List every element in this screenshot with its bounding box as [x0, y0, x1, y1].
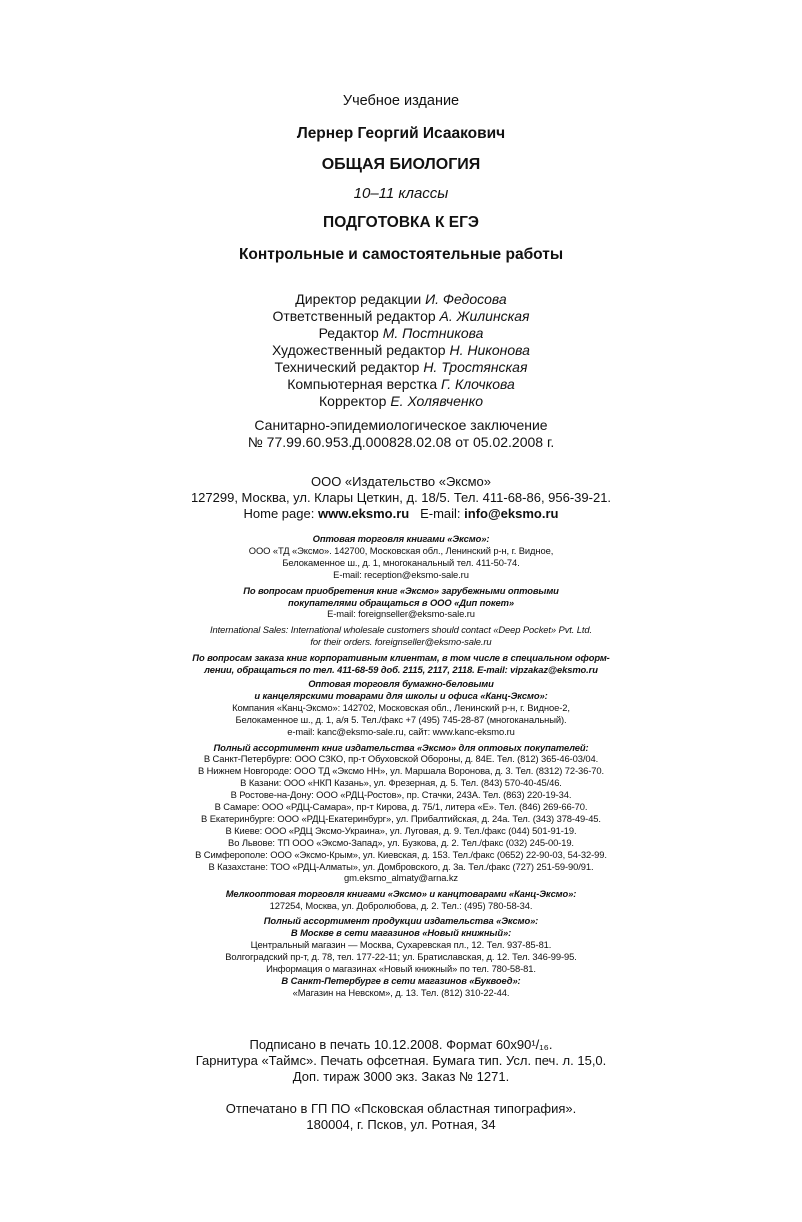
staff-role: Технический редактор [274, 359, 420, 375]
staff-role: Директор редакции [295, 291, 422, 307]
staff-name: М. Постникова [382, 325, 484, 341]
regional-line: В Казахстане: ТОО «РДЦ-Алматы», ул. Домбровского, д. 3а. Тел./факс (727) 251-59-90/91. [208, 860, 594, 872]
staff-role: Корректор [319, 393, 387, 409]
author-name: Лернер Георгий Исаакович [296, 125, 506, 142]
foreign-header: покупателями обращаться в ООО «Дип покет» [288, 596, 514, 608]
stationery-line: Компания «Канц-Эксмо»: 142702, Московская обл., Ленинский р-н, г. Видное-2, [232, 701, 570, 713]
home-label: Home page: [243, 506, 315, 521]
foreign-header: По вопросам приобретения книг «Эксмо» зарубежными оптовыми [243, 584, 559, 596]
stationery-header: Оптовая торговля бумажно-беловыми [308, 677, 494, 689]
staff-role: Редактор [318, 325, 379, 341]
intl-sales-line: for their orders. foreignseller@eksmo-sale.ru [310, 636, 492, 648]
print-info-block [0, 1037, 802, 1085]
regional-line: В Екатеринбурге: ООО «РДЦ-Екатеринбург», ул. Прибалтийская, д. 24а. Тел. (343) 378-49-45. [201, 812, 601, 824]
staff-name: Е. Холявченко [390, 393, 483, 409]
wholesale-header: Оптовая торговля книгами «Эксмо»: [312, 533, 490, 544]
staff-name: Н. Тростянская [423, 359, 528, 375]
staff-name: Н. Никонова [449, 342, 530, 358]
printer-line: Отпечатано в ГП ПО «Псковская областная типография». [225, 1101, 577, 1116]
printer-address: 180004, г. Псков, ул. Ротная, 34 [306, 1117, 496, 1132]
exam-block [0, 213, 802, 232]
intl-sales-line: International Sales: International wholesale customers should contact «Deep Pocket» Pvt. Ltd. [209, 624, 593, 636]
staff-line [0, 342, 802, 359]
email-link[interactable]: info@eksmo.ru [464, 506, 559, 521]
moscow-line: Информация о магазинах «Новый книжный» по тел. 780-58-81. [266, 962, 536, 974]
wholesale-line: ООО «ТД «Эксмо». 142700, Московская обл., Ленинский р-н, г. Видное, [248, 544, 554, 556]
exam-title: ПОДГОТОВКА К ЕГЭ [323, 214, 479, 231]
staff-name: И. Федосова [425, 291, 507, 307]
subject-block [0, 155, 802, 175]
wholesale-line: Белокаменное ш., д. 1, многоканальный тел. 411-50-74. [282, 556, 520, 568]
staff-line [0, 308, 802, 325]
corporate-line: По вопросам заказа книг корпоративным клиентам, в том числе в специальном оформ- [192, 652, 610, 664]
spb-header: В Санкт-Петербурге в сети магазинов «Буквоед»: [281, 974, 521, 986]
retail-line: 127254, Москва, ул. Добролюбова, д. 2. Тел.: (495) 780-58-34. [269, 900, 533, 912]
publisher-web-line [0, 506, 802, 522]
regional-line: В Киеве: ООО «РДЦ Эксмо-Украина», ул. Луговая, д. 9. Тел./факс (044) 501-91-19. [225, 824, 577, 836]
printer-block [0, 1101, 802, 1133]
stationery-line: Белокаменное ш., д. 1, а/я 5. Тел./факс +7 (495) 745-28-87 (многоканальный). [235, 713, 567, 725]
sanitary-block [0, 417, 802, 451]
corporate-line: лении, обращаться по тел. 411-68-59 доб. 2115, 2117, 2118. E-mail: vipzakaz@eksmo.ru [204, 664, 598, 676]
staff-line [0, 393, 802, 410]
publisher-name: ООО «Издательство «Эксмо» [310, 474, 492, 489]
stationery-header: и канцелярскими товарами для школы и офиса «Канц-Эксмо»: [254, 689, 548, 701]
book-subtitle: Контрольные и самостоятельные работы [238, 246, 564, 263]
regional-line: В Ростове-на-Дону: ООО «РДЦ-Ростов», пр. Стачки, 243А. Тел. (863) 220-19-34. [230, 789, 572, 801]
moscow-line: Центральный магазин — Москва, Сухаревская пл., 12. Тел. 937-85-81. [250, 939, 552, 950]
staff-name: Г. Клочкова [441, 376, 515, 392]
staff-role: Компьютерная верстка [287, 376, 438, 392]
regional-header: Полный ассортимент книг издательства «Эксмо» для оптовых покупателей: [213, 741, 589, 753]
foreign-email: E-mail: foreignseller@eksmo-sale.ru [327, 608, 475, 620]
regional-line: В Санкт-Петербурге: ООО СЗКО, пр-т Обуховской Обороны, д. 84Е. Тел. (812) 365-46-03/04. [203, 753, 599, 765]
staff-line [0, 359, 802, 376]
publisher-address: 127299, Москва, ул. Клары Цеткин, д. 18/5. Тел. 411-68-86, 956-39-21. [190, 490, 612, 505]
stationery-line: e-mail: kanc@eksmo-sale.ru, сайт: www.kanc-eksmo.ru [287, 725, 515, 737]
regional-line: В Казани: ООО «НКП Казань», ул. Фрезерная, д. 5. Тел. (843) 570-40-45/46. [240, 777, 562, 789]
moscow-line: Волгоградский пр-т, д. 78, тел. 177-22-11; ул. Братиславская, д. 12. Тел. 346-99-95. [225, 950, 577, 962]
edition-type: Учебное издание [342, 93, 460, 109]
title-block [0, 92, 802, 110]
contacts-block [0, 533, 802, 999]
regional-line: gm.eksmo_almaty@arna.kz [343, 872, 459, 884]
staff-line [0, 376, 802, 393]
print-info-line: Гарнитура «Таймс». Печать офсетная. Бумага тип. Усл. печ. л. 15,0. [195, 1053, 607, 1068]
book-grades: 10–11 классы [353, 185, 449, 202]
staff-role: Ответственный редактор [272, 308, 436, 324]
grades-block [0, 184, 802, 203]
book-subject: ОБЩАЯ БИОЛОГИЯ [321, 156, 481, 173]
retail-header: Мелкооптовая торговля книгами «Эксмо» и канцтоварами «Канц-Эксмо»: [225, 888, 577, 900]
shops-header: Полный ассортимент продукции издательства «Эксмо»: [263, 915, 539, 927]
regional-line: В Нижнем Новгороде: ООО ТД «Эксмо НН», ул. Маршала Воронова, д. 3. Тел. (8312) 72-36-70. [197, 765, 605, 777]
staff-name: А. Жилинская [439, 308, 530, 324]
staff-role: Художественный редактор [272, 342, 446, 358]
email-label: E-mail: [420, 506, 461, 521]
regional-line: В Симферополе: ООО «Эксмо-Крым», ул. Киевская, д. 153. Тел./факс (0652) 22-90-03, 54-32-99. [195, 848, 607, 860]
home-page-link[interactable]: www.eksmo.ru [317, 506, 410, 521]
moscow-header: В Москве в сети магазинов «Новый книжный»: [290, 927, 512, 939]
sanitary-line: Санитарно-эпидемиологическое заключение [254, 417, 548, 433]
author-block [0, 124, 802, 143]
print-info-line: Подписано в печать 10.12.2008. Формат 60x90¹/₁₆. [249, 1037, 553, 1052]
print-info-line: Доп. тираж 3000 экз. Заказ № 1271. [292, 1069, 510, 1084]
regional-line: В Самаре: ООО «РДЦ-Самара», пр-т Кирова, д. 75/1, литера «Е». Тел. (846) 269-66-70. [214, 801, 588, 813]
wholesale-email: E-mail: reception@eksmo-sale.ru [333, 568, 469, 580]
publisher-block [0, 474, 802, 522]
staff-line [0, 325, 802, 342]
staff-line [0, 291, 802, 308]
sanitary-number: № 77.99.60.953.Д.000828.02.08 от 05.02.2008 г. [247, 434, 555, 450]
spb-line: «Магазин на Невском», д. 13. Тел. (812) 310-22-44. [292, 986, 510, 998]
staff-list [0, 291, 802, 410]
subtitle-block [0, 245, 802, 264]
regional-line: Во Львове: ТП ООО «Эксмо-Запад», ул. Бузкова, д. 2. Тел./факс (032) 245-00-19. [228, 836, 574, 848]
